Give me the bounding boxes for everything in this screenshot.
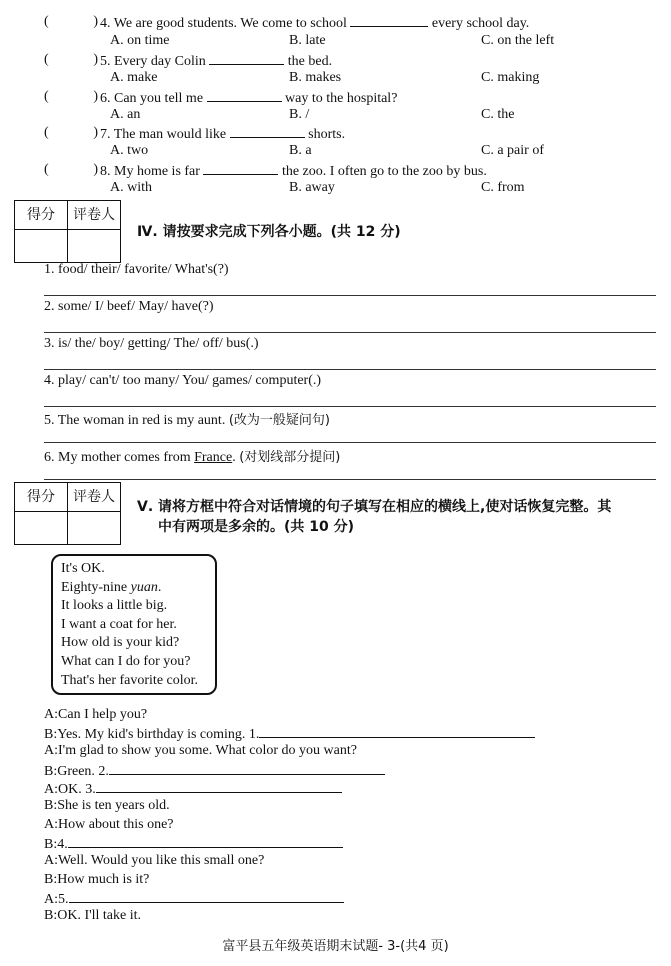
task-5: 5. The woman in red is my aunt. (改为一般疑问句) xyxy=(44,413,330,428)
option-c[interactable]: C. the xyxy=(481,107,515,122)
question-number: 6. xyxy=(100,91,111,106)
answer-line[interactable] xyxy=(44,406,656,407)
box-sentence: It looks a little big. xyxy=(61,598,168,614)
option-c[interactable]: C. on the left xyxy=(481,33,555,48)
fill-blank[interactable] xyxy=(230,125,305,138)
fill-blank[interactable] xyxy=(259,725,535,738)
grader-cell[interactable] xyxy=(68,512,120,544)
option-a[interactable]: A. make xyxy=(110,70,158,85)
option-c[interactable]: C. from xyxy=(481,180,525,195)
fill-blank[interactable] xyxy=(109,762,385,775)
option-b[interactable]: B. a xyxy=(289,143,312,158)
underlined-word: France xyxy=(194,450,233,465)
fill-blank[interactable] xyxy=(69,890,344,903)
dialogue-line: A:Can I help you? xyxy=(44,707,148,722)
dialogue-line: A:OK. 3. xyxy=(44,780,342,798)
task-4: 4. play/ can't/ too many/ You/ games/ computer(.) xyxy=(44,373,322,388)
grader-label: 评卷人 xyxy=(73,207,115,223)
question-5: 5. Every day Colin the bed. xyxy=(100,54,333,69)
task-note: (对划线部分提问) xyxy=(239,450,341,465)
question-number: 5. xyxy=(100,54,111,69)
option-b[interactable]: B. makes xyxy=(289,70,342,85)
answer-line[interactable] xyxy=(44,479,656,480)
dialogue-line: A:How about this one? xyxy=(44,817,174,832)
dialogue-line: B:OK. I'll take it. xyxy=(44,908,142,923)
dialogue-line: B:She is ten years old. xyxy=(44,798,170,813)
option-b[interactable]: B. / xyxy=(289,107,310,122)
option-b[interactable]: B. away xyxy=(289,180,335,195)
fill-blank[interactable] xyxy=(68,835,343,848)
task-1: 1. food/ their/ favorite/ What's(?) xyxy=(44,262,229,277)
score-cell[interactable] xyxy=(15,230,68,262)
option-b[interactable]: B. late xyxy=(289,33,326,48)
score-label: 得分 xyxy=(15,483,68,511)
dialogue-line: B:How much is it? xyxy=(44,872,150,887)
box-sentence: That's her favorite color. xyxy=(61,672,199,688)
dialogue-line: B:Yes. My kid's birthday is coming. 1. xyxy=(44,725,535,743)
answer-line[interactable] xyxy=(44,332,656,333)
page-footer: 富平县五年级英语期末试题- 3-(共4 页) xyxy=(222,939,449,954)
section-4-title: Ⅳ. 请按要求完成下列各小题。(共 12 分) xyxy=(137,224,401,240)
grader-cell[interactable] xyxy=(68,230,120,262)
box-sentence: Eighty-nine yuan. xyxy=(61,579,162,595)
sentence-box xyxy=(51,554,217,695)
box-sentence: How old is your kid? xyxy=(61,635,180,651)
option-c[interactable]: C. a pair of xyxy=(481,143,544,158)
fill-blank[interactable] xyxy=(350,14,428,27)
option-c[interactable]: C. making xyxy=(481,70,540,85)
section-5-title-line2: 中有两项是多余的。(共 10 分) xyxy=(158,519,355,535)
box-sentence: It's OK. xyxy=(61,561,105,576)
question-8: 8. My home is far the zoo. I often go to the zoo by bus. xyxy=(100,164,487,179)
box-sentence: What can I do for you? xyxy=(61,653,191,669)
fill-blank[interactable] xyxy=(203,162,278,175)
task-6: 6. My mother comes from France. (对划线部分提问) xyxy=(44,450,341,465)
section-5-title-line1: Ⅴ. 请将方框中符合对话情境的句子填写在相应的横线上,使对话恢复完整。其 xyxy=(137,499,612,515)
task-note: (改为一般疑问句) xyxy=(228,413,330,428)
score-box xyxy=(14,200,121,263)
question-4: 4. We are good students. We come to school every school day. xyxy=(100,16,530,31)
question-number: 8. xyxy=(100,164,111,179)
dialogue-line: B:4. xyxy=(44,835,343,853)
task-3: 3. is/ the/ boy/ getting/ The/ off/ bus(.) xyxy=(44,336,259,351)
dialogue-line: A:Well. Would you like this small one? xyxy=(44,853,265,868)
fill-blank[interactable] xyxy=(96,780,342,793)
option-a[interactable]: A. an xyxy=(110,107,141,122)
answer-line[interactable] xyxy=(44,442,656,443)
task-2: 2. some/ I/ beef/ May/ have(?) xyxy=(44,299,214,314)
answer-line[interactable] xyxy=(44,295,656,296)
question-6: 6. Can you tell me way to the hospital? xyxy=(100,91,398,106)
question-number: 4. xyxy=(100,16,111,31)
fill-blank[interactable] xyxy=(207,89,282,102)
dialogue-line: A:5. xyxy=(44,890,344,908)
question-number: 7. xyxy=(100,127,111,142)
score-box xyxy=(14,482,121,545)
question-7: 7. The man would like shorts. xyxy=(100,127,346,142)
score-label: 得分 xyxy=(15,201,68,229)
dialogue-line: B:Green. 2. xyxy=(44,762,385,780)
dialogue-line: A:I'm glad to show you some. What color do you want? xyxy=(44,743,357,758)
answer-line[interactable] xyxy=(44,369,656,370)
option-a[interactable]: A. two xyxy=(110,143,149,158)
option-a[interactable]: A. on time xyxy=(110,33,170,48)
option-a[interactable]: A. with xyxy=(110,180,152,195)
score-cell[interactable] xyxy=(15,512,68,544)
box-sentence: I want a coat for her. xyxy=(61,616,177,632)
fill-blank[interactable] xyxy=(209,52,284,65)
grader-label: 评卷人 xyxy=(73,489,115,505)
